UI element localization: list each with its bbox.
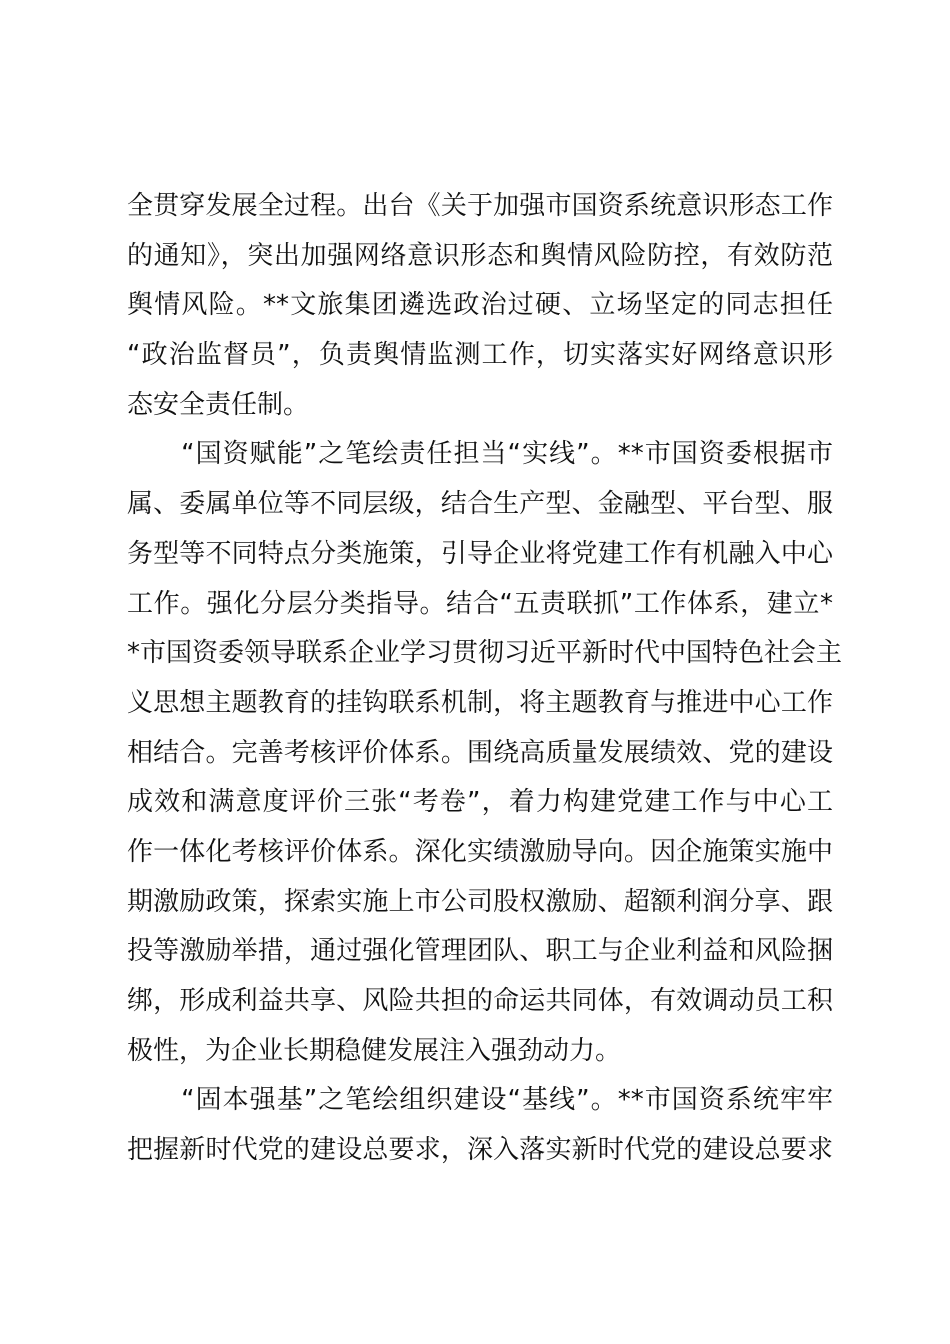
- text-line: 极性，为企业长期稳健发展注入强劲动力。: [127, 1035, 622, 1066]
- text-line: 属、委属单位等不同层级，结合生产型、金融型、平台型、服: [127, 489, 833, 520]
- text-line: 成效和满意度评价三张“考卷”，着力构建党建工作与中心工: [127, 787, 833, 818]
- text-line: 舆情风险。**文旅集团遴选政治过硬、立场坚定的同志担任: [127, 290, 833, 321]
- text-line: “固本强基”之笔绘组织建设“基线”。**市国资系统牢牢: [127, 1085, 833, 1116]
- text-line: 态安全责任制。: [127, 389, 310, 420]
- text-line: 把握新时代党的建设总要求，深入落实新时代党的建设总要求: [127, 1135, 833, 1166]
- text-line: 投等激励举措，通过强化管理团队、职工与企业利益和风险捆: [127, 936, 833, 967]
- text-line: 全贯穿发展全过程。出台《关于加强市国资系统意识形态工作: [127, 191, 833, 221]
- text-line: “政治监督员”，负责舆情监测工作，切实落实好网络意识形: [127, 340, 833, 371]
- text-line: 期激励政策，探索实施上市公司股权激励、超额利润分享、跟: [127, 886, 833, 917]
- text-line: *市国资委领导联系企业学习贯彻习近平新时代中国特色社会主: [127, 638, 843, 669]
- document-body: [127, 182, 843, 1176]
- text-line: 的通知》，突出加强网络意识形态和舆情风险防控，有效防范: [127, 240, 833, 271]
- text-line: 工作。强化分层分类指导。结合“五责联抓”工作体系，建立*: [127, 588, 833, 619]
- text-line: 作一体化考核评价体系。深化实绩激励导向。因企施策实施中: [127, 836, 833, 867]
- text-line: 相结合。完善考核评价体系。围绕高质量发展绩效、党的建设: [127, 737, 833, 768]
- text-line: 绑，形成利益共享、风险共担的命运共同体，有效调动员工积: [127, 986, 833, 1016]
- text-line: 务型等不同特点分类施策，引导企业将党建工作有机融入中心: [127, 538, 833, 569]
- text-line: 义思想主题教育的挂钩联系机制，将主题教育与推进中心工作: [127, 687, 833, 718]
- text-line: “国资赋能”之笔绘责任担当“实线”。**市国资委根据市: [127, 439, 833, 470]
